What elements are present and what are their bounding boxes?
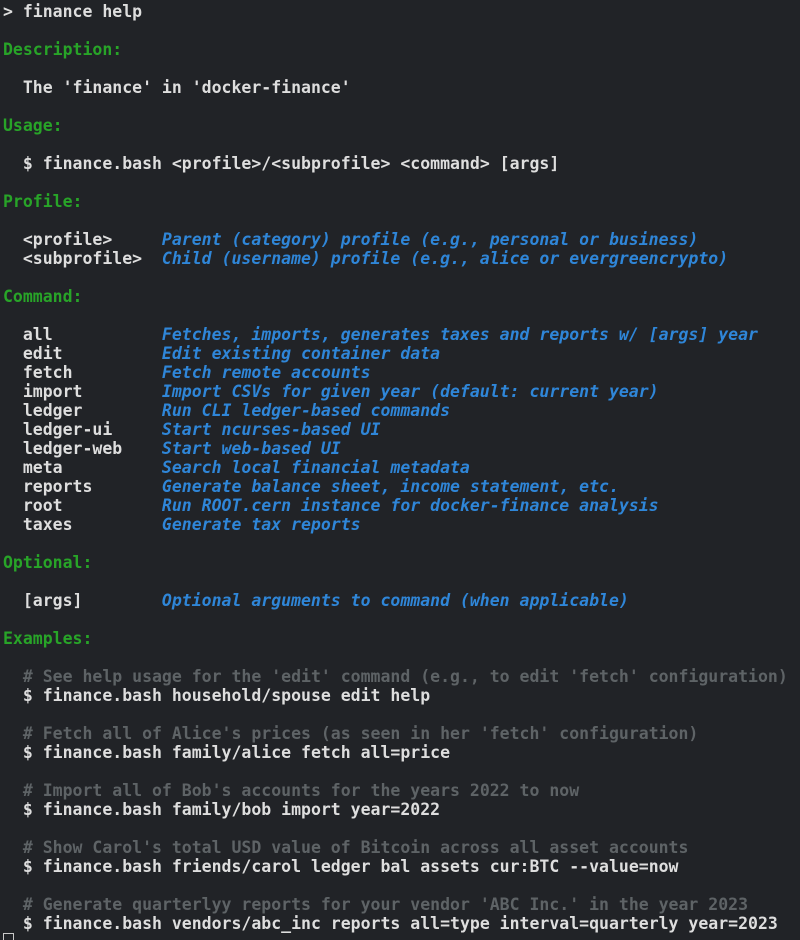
- command-name: root: [22, 496, 63, 515]
- command-name: all: [22, 325, 53, 344]
- command-desc: Edit existing container data: [161, 344, 441, 363]
- command-name: import: [22, 382, 83, 401]
- command-row: [3, 363, 800, 382]
- blank-line: [3, 173, 800, 192]
- example-comment: # Show Carol's total USD value of Bitcoin across all asset accounts: [22, 838, 689, 857]
- blank-line: [3, 648, 800, 667]
- example-comment: # Fetch all of Alice's prices (as seen in her 'fetch' configuration): [22, 724, 699, 743]
- blank-line: [3, 819, 800, 838]
- command-row: [3, 496, 800, 515]
- example-comment: # Generate quarterlyy reports for your vendor 'ABC Inc.' in the year 2023: [22, 895, 749, 914]
- command-desc: Generate balance sheet, income statement, etc.: [161, 477, 619, 496]
- profile-row: [3, 249, 800, 268]
- description-body: The 'finance' in 'docker-finance': [22, 78, 351, 97]
- blank-line: [3, 59, 800, 78]
- usage-body: $ finance.bash <profile>/<subprofile> <command> [args]: [22, 154, 560, 173]
- blank-line: [3, 97, 800, 116]
- command-row: [3, 439, 800, 458]
- section-heading-command: Command:: [3, 287, 83, 306]
- command-row: [3, 344, 800, 363]
- command-row: [3, 382, 800, 401]
- command-name: ledger-ui: [22, 420, 113, 439]
- blank-line: [3, 762, 800, 781]
- optional-name: [args]: [22, 591, 83, 610]
- profile-row: [3, 230, 800, 249]
- command-name: fetch: [22, 363, 73, 382]
- command-desc: Fetches, imports, generates taxes and reports w/ [args] year: [161, 325, 758, 344]
- terminal-cursor: [3, 933, 14, 940]
- command-name: ledger: [22, 401, 83, 420]
- profile-desc: Parent (category) profile (e.g., personal or business): [161, 230, 699, 249]
- command-row: [3, 458, 800, 477]
- optional-row: [3, 591, 800, 610]
- section-heading-examples: Examples:: [3, 629, 93, 648]
- profile-name: <subprofile>: [22, 249, 143, 268]
- command-name: taxes: [22, 515, 73, 534]
- command-desc: Start web-based UI: [161, 439, 341, 458]
- example-comment: # Import all of Bob's accounts for the years 2022 to now: [22, 781, 580, 800]
- section-heading-profile: Profile:: [3, 192, 83, 211]
- command-desc: Run CLI ledger-based commands: [161, 401, 451, 420]
- blank-line: [3, 306, 800, 325]
- command-name: edit: [22, 344, 63, 363]
- section-heading-usage: Usage:: [3, 116, 63, 135]
- blank-line: [3, 135, 800, 154]
- command-row: [3, 477, 800, 496]
- section-heading-description: Description:: [3, 40, 123, 59]
- command-name: reports: [22, 477, 93, 496]
- command-desc: Start ncurses-based UI: [161, 420, 381, 439]
- profile-name: <profile>: [22, 230, 113, 249]
- command-row: [3, 420, 800, 439]
- command-row: [3, 515, 800, 534]
- blank-line: [3, 268, 800, 287]
- prompt-line: > finance help: [3, 2, 143, 21]
- blank-line: [3, 211, 800, 230]
- command-name: meta: [22, 458, 63, 477]
- blank-line: [3, 21, 800, 40]
- command-name: ledger-web: [22, 439, 123, 458]
- example-command: $ finance.bash family/bob import year=2022: [22, 800, 441, 819]
- command-desc: Fetch remote accounts: [161, 363, 371, 382]
- example-command: $ finance.bash friends/carol ledger bal assets cur:BTC --value=now: [22, 857, 679, 876]
- example-comment: # See help usage for the 'edit' command (e.g., to edit 'fetch' configuration): [22, 667, 788, 686]
- example-command: $ finance.bash vendors/abc_inc reports all=type interval=quarterly year=2023: [22, 914, 778, 933]
- blank-line: [3, 876, 800, 895]
- optional-desc: Optional arguments to command (when applicable): [161, 591, 629, 610]
- profile-desc: Child (username) profile (e.g., alice or evergreencrypto): [161, 249, 729, 268]
- blank-line: [3, 572, 800, 591]
- example-command: $ finance.bash family/alice fetch all=price: [22, 743, 451, 762]
- command-desc: Run ROOT.cern instance for docker-finance analysis: [161, 496, 659, 515]
- blank-line: [3, 534, 800, 553]
- command-row: [3, 401, 800, 420]
- command-row: [3, 325, 800, 344]
- command-desc: Import CSVs for given year (default: current year): [161, 382, 659, 401]
- section-heading-optional: Optional:: [3, 553, 93, 572]
- example-command: $ finance.bash household/spouse edit help: [22, 686, 431, 705]
- command-desc: Generate tax reports: [161, 515, 361, 534]
- blank-line: [3, 610, 800, 629]
- blank-line: [3, 705, 800, 724]
- command-desc: Search local financial metadata: [161, 458, 470, 477]
